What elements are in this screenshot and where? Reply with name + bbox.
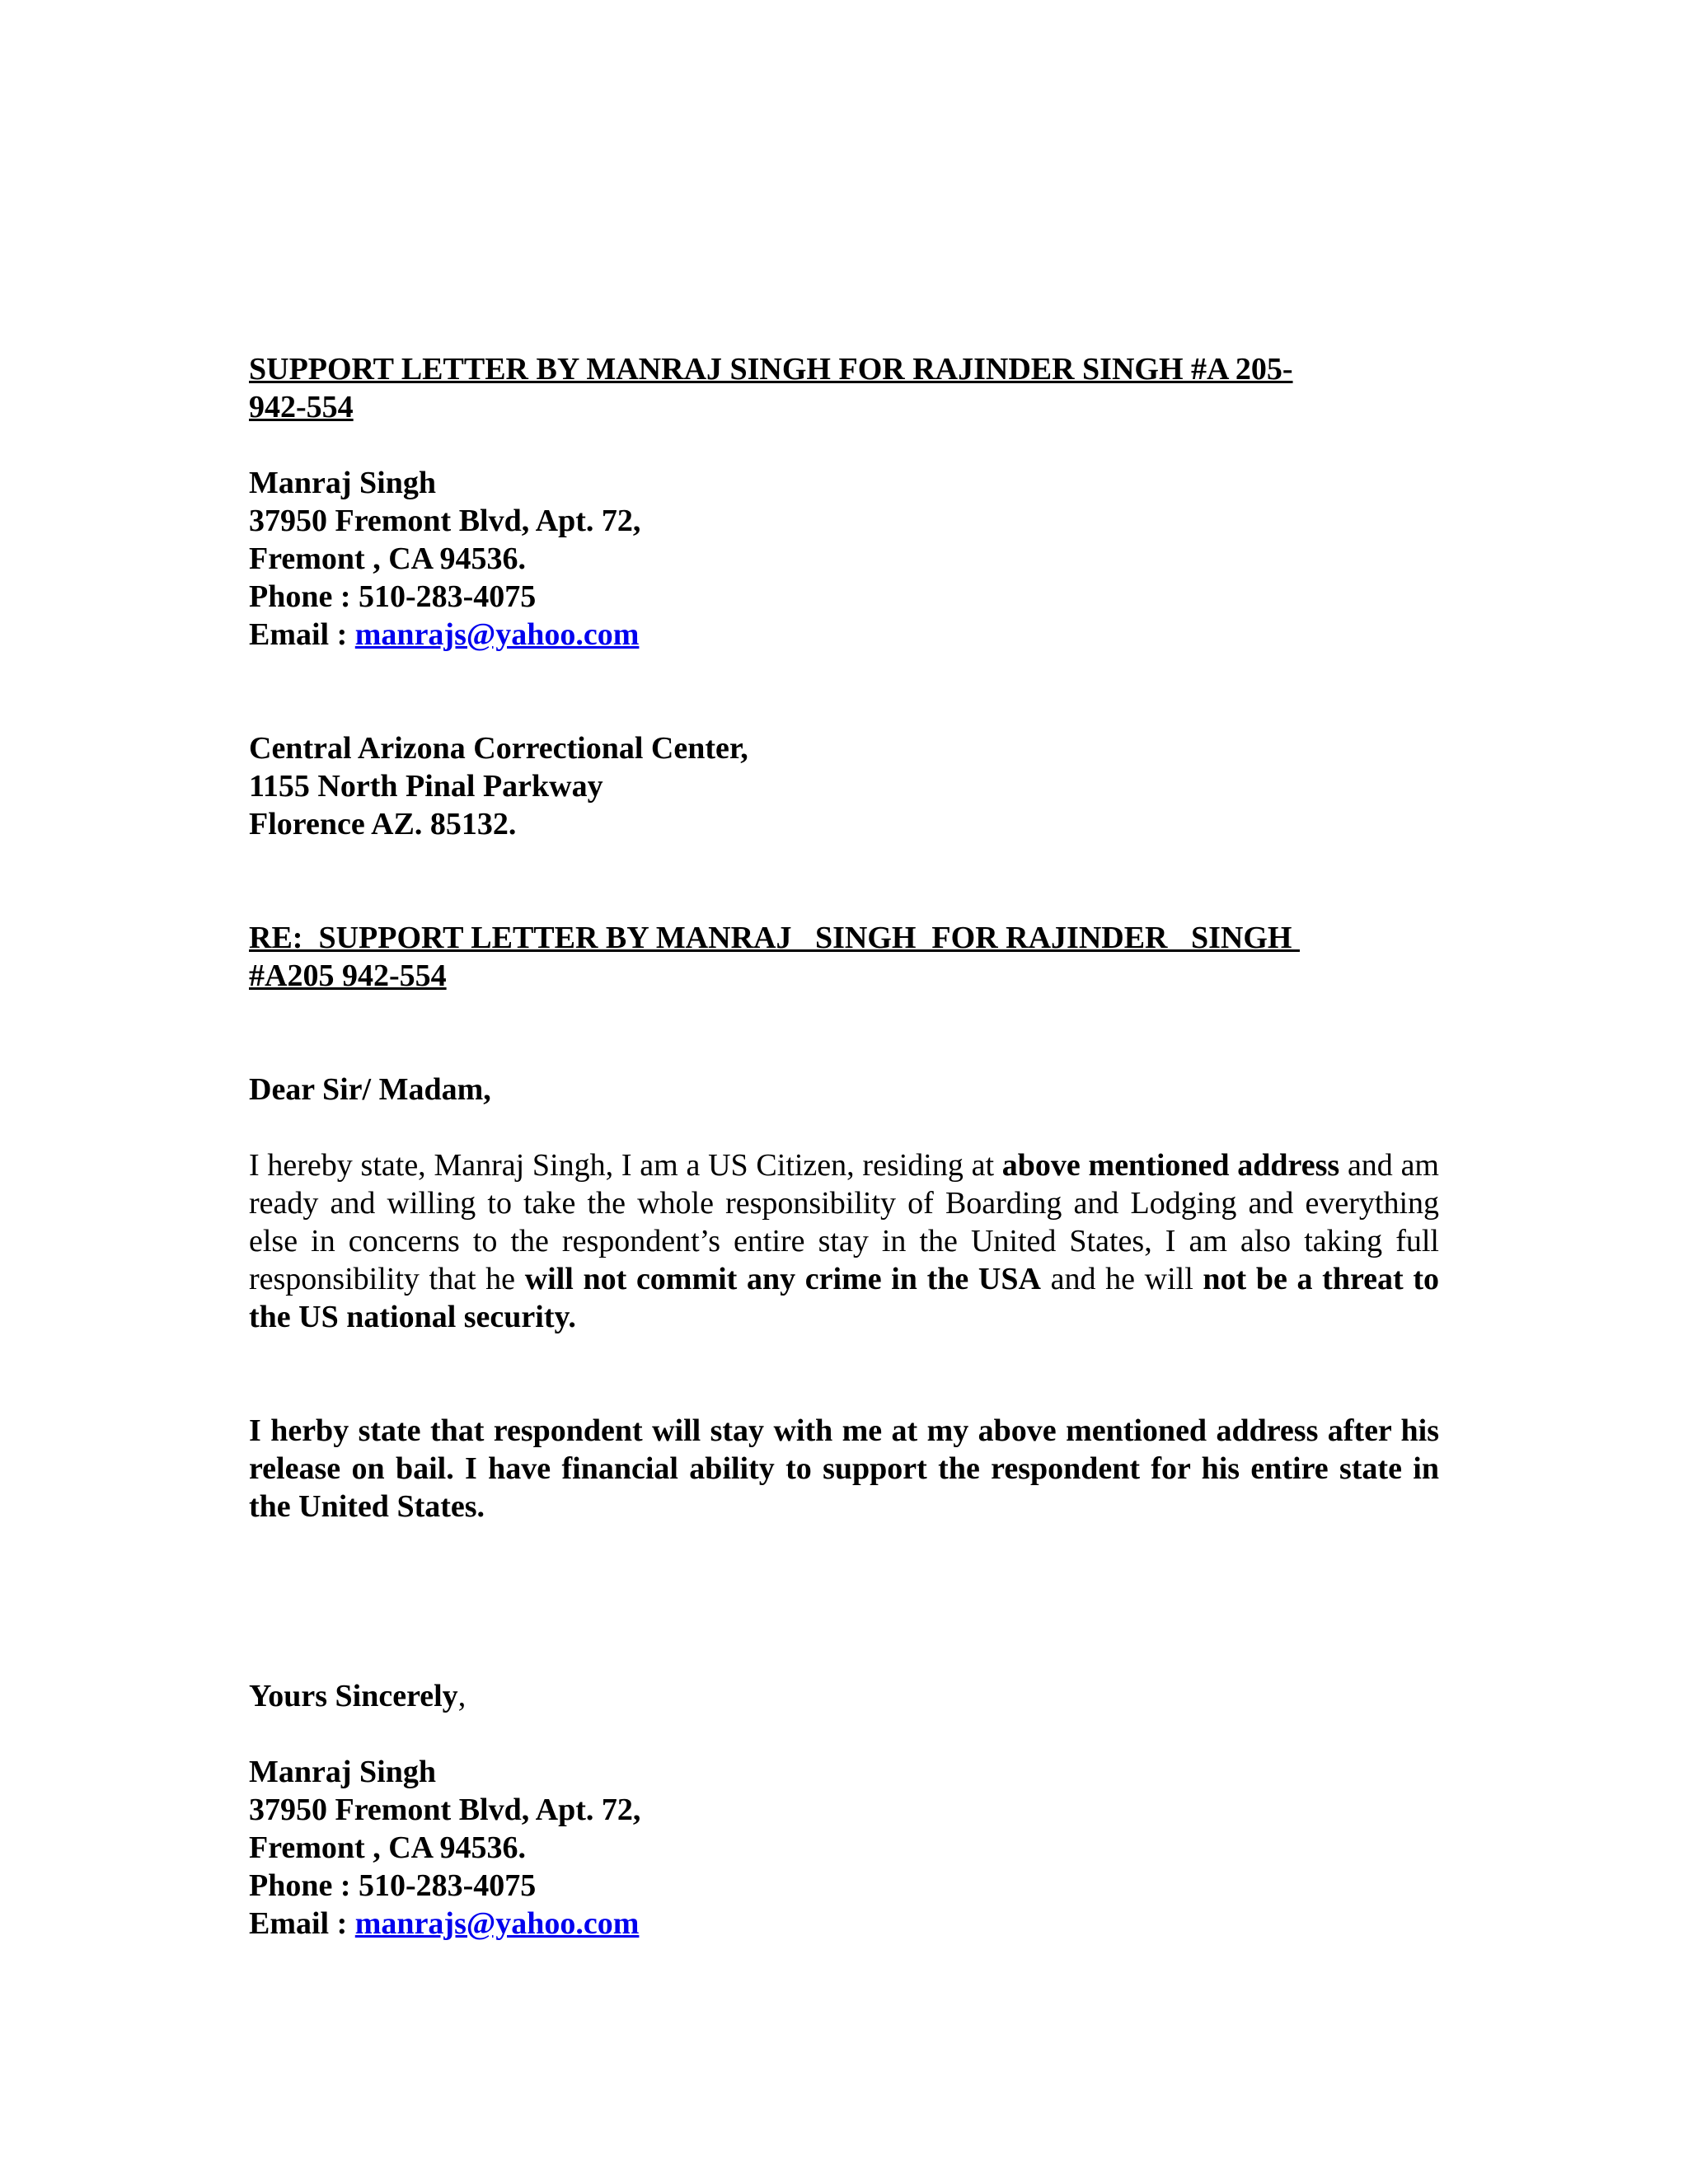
recipient-line-3: Florence AZ. 85132. — [249, 807, 517, 841]
title-line-2: 942-554 — [249, 390, 354, 424]
title-line-1: SUPPORT LETTER BY MANRAJ SINGH FOR RAJINDER SINGH #A 205- — [249, 352, 1293, 387]
signature-email-line — [249, 1905, 1439, 1943]
signature-address-line-1: 37950 Fremont Blvd, Apt. 72, — [249, 1793, 641, 1827]
re-subject — [249, 919, 1439, 995]
paragraph-1-text-3: and he will — [1040, 1262, 1203, 1296]
recipient-line-2: 1155 North Pinal Parkway — [249, 769, 603, 804]
paragraph-1-bold-3: not be a threat to the US national security. — [249, 1262, 1439, 1334]
re-line-2: #A205 942-554 — [249, 958, 447, 993]
letter-title — [249, 350, 1439, 426]
sender-email-link[interactable]: manrajs@yahoo.com — [354, 617, 640, 652]
paragraph-1 — [249, 1146, 1439, 1336]
sender-name: Manraj Singh — [249, 466, 436, 500]
sender-address-line-2: Fremont , CA 94536. — [249, 541, 526, 576]
sender-email-line — [249, 616, 1439, 654]
paragraph-1-text-1: I hereby state, Manraj Singh, I am a US Citizen, residing at — [249, 1148, 1002, 1183]
recipient-line-1: Central Arizona Correctional Center, — [249, 731, 748, 766]
re-line-1: RE: SUPPORT LETTER BY MANRAJ SINGH FOR RAJINDER SINGH — [249, 921, 1300, 955]
paragraph-1-bold-1: above mentioned address — [1001, 1148, 1340, 1183]
signature-address-line-2: Fremont , CA 94536. — [249, 1830, 526, 1865]
closing — [249, 1677, 1439, 1715]
recipient-address-block — [249, 729, 1439, 843]
paragraph-1-bold-2: will not commit any crime in the USA — [524, 1262, 1041, 1296]
letter-body — [249, 350, 1439, 1943]
signature-block — [249, 1753, 1439, 1943]
paragraph-1-text-2: and am ready and willing to take the whole responsibility of Boarding and Lodging and everything else in concerns to the respondent’s entire stay in the United States, I am also taking full responsibility that he — [249, 1148, 1439, 1296]
signature-email-label: Email : — [249, 1906, 355, 1941]
sender-phone: Phone : 510-283-4075 — [249, 579, 537, 614]
closing-comma: , — [457, 1679, 467, 1713]
paragraph-2: I herby state that respondent will stay with me at my above mentioned address after his release on bail. I have financial ability to support the respondent for his entire state in the United States. — [249, 1413, 1439, 1524]
signature-phone: Phone : 510-283-4075 — [249, 1868, 537, 1903]
sender-address-line-1: 37950 Fremont Blvd, Apt. 72, — [249, 504, 641, 538]
signature-name: Manraj Singh — [249, 1755, 436, 1789]
salutation: Dear Sir/ Madam, — [249, 1072, 491, 1107]
signature-email-link[interactable]: manrajs@yahoo.com — [354, 1906, 640, 1941]
sender-email-label: Email : — [249, 617, 355, 652]
sender-address-block — [249, 464, 1439, 654]
closing-text: Yours Sincerely — [249, 1679, 458, 1713]
